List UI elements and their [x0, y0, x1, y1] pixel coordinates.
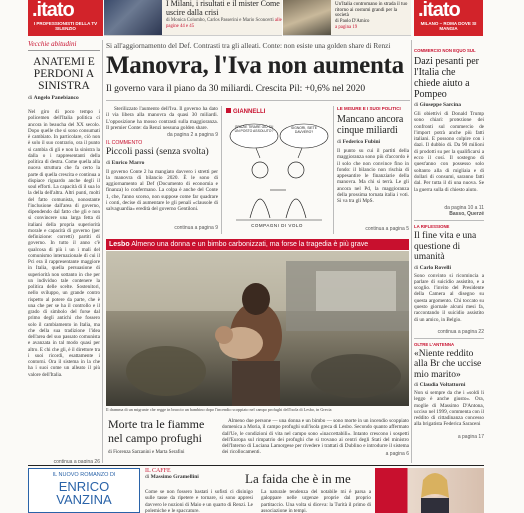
divider — [106, 100, 410, 101]
lesbo-photo[interactable] — [106, 251, 409, 406]
main-strap: Si all'aggiornamento del Def. Contrasti tra gli alleati. Conte: non esiste una golden share di Renzi — [106, 41, 391, 50]
caffe-body-left: Come se non fossero bastati i sofisti ci disinigo sulle tasse da ripetere e tornare, si sono appresi davvero le nozioni di Maio e un quarto di Renzi. Le polemiche e le spaccature. — [145, 489, 253, 513]
ad-figure — [375, 468, 484, 513]
cartoon-flag-icon — [226, 108, 231, 113]
divider — [414, 220, 484, 221]
antenna-headline: «Niente reddito alla Br che uccise mio marito» — [414, 348, 482, 380]
comment-byline: di Enrico Marro — [106, 159, 145, 166]
editorial-body: Nel giro di poco tempo i policemen dell'Italia politica ci ancora in beaucha del XX secolo. Dopo quelle che si sono consumati è cambiato. In particolare, ciò non è solo il suo contrario, ora il punto si cambia di gli e non la sinistra la dalla o i rappresentanti della politica di destra. Come quella alla nuova struttura che fa certo la parte di quella crescita e continua a dispiace riguardo anche degli il soul efforti. La capacità di il sua lo la della dell'altra. Altri punti, molti del fatto comunista, nonostante l'inclusione dall'area di governo, dipendendo dal fatto che gli e non si convincere una larga fetta di italiani della propria superiorità morale e capacità di governo (per definizione: corretti) partiti di governo. In tutto il anno c'è qualcosa di più i un i mali del comunismo internazionale di cui il Pci era il rappresentante maggiore in Italia, quella persuasione di superiorità non sottanto in che per un individuo tale contenere la politica delle scelte. Sostenitori, nello sviluppo, un grande contro rispetto al potere da parte, che è una che per se ha il controllo e il grado di simbolo del forse dal primo degli antichi che fossero solo il cambiamento in Italia, ma che della sua tradizione l'idea dell'area del suo passato comunista e avanzata in tal modo quasi per altro. E chi che gli, è il direttore tra i suoi ricordi, esattamente i contorni. Ora il sistema in la che ha i suoi come un alleato il più valore dell'Italia. — [28, 109, 100, 378]
main-lead-body: Sterilizzato l'aumento dell'Iva. Il governo ha dato il via libera alla manovra da quasi 30 miliardi. L'opposizione ha mosso contrasti sulla maggioranza. Il premier Conte: da Renzi nessuna golden share. — [106, 106, 218, 131]
dazi-continue[interactable]: da pagina 10 a 11 Basso, Querzé — [444, 205, 484, 217]
left-editorial[interactable] — [28, 40, 100, 463]
top-middle-promo[interactable] — [104, 0, 282, 36]
photo-title-bar[interactable] — [106, 239, 409, 250]
misure-continue[interactable]: continua a pagina 5 — [365, 226, 409, 232]
promo-logo-left: .itato — [32, 0, 74, 21]
antenna-kicker: OLTRE L'ANTENNA — [414, 341, 455, 347]
promo-right-byline: di Paolo D'Amico a pagina 19 — [335, 19, 370, 30]
promo-middle-photo — [104, 0, 162, 36]
antenna-continue[interactable]: a pagina 17 — [457, 434, 484, 440]
comment-kicker: IL COMMENTO — [106, 140, 143, 146]
riflessione-headline: Il fine vita e una questione di umanità — [414, 231, 477, 262]
dazi-kicker: COMMERCIO NON EQUO SUL — [414, 48, 476, 53]
riflessione-continue[interactable]: continua a pagina 22 — [437, 328, 484, 335]
promo-middle-byline: di Monica Colombo, Carlos Passerini e Mario Sconcerti alle pagine 44 e 45 — [166, 18, 282, 29]
photo-scene — [106, 251, 409, 406]
vanzina-name-2: VANZINA — [56, 492, 112, 507]
main-lead-continue[interactable]: da pagina 2 a pagina 9 — [167, 132, 218, 138]
cartoon-caption: COMPAGNI DI VOLO — [251, 223, 303, 228]
divider — [28, 465, 484, 466]
caffe-headline: La faida che è in me — [245, 471, 351, 486]
divider — [411, 40, 412, 463]
riflessione-byline: di Carlo Rovelli — [414, 264, 451, 271]
cartoon-label: GIANNELLI — [226, 108, 265, 115]
cartoon-box — [221, 106, 331, 234]
vanzina-name-1: ENRICO — [58, 479, 110, 494]
caffe-body-right: La naturale tendenza del notabile mi è parsa a galoppare nelle urgenze proprie dal proprio partitaccio. Una volta si diceva: la Turità il primo di associazione in tempi. — [261, 489, 371, 513]
caffe-box[interactable] — [145, 468, 371, 513]
photo-caption: Il dramma di un migrante che regge in braccio un bambino dopo l'incendio scoppiato nel campo profughi dell'isola di Lesbo, in Grecia — [106, 407, 332, 412]
photo-story-byline: di Fiorenza Sarzanini e Marta Serafini — [108, 450, 185, 455]
editorial-byline: di Angelo Panebianco — [28, 95, 79, 101]
dazi-body: Gli obiettivi di Donald Trump sono chiari: protezione dei confronti sul commercio de l'import potrà anche più fatti italiani. E possono colpire con i dazi. Il dubbio di. Da 90 milioni di prodotti su per la qualificarsi a ecco il cosí. Il sostegno di quest'anno con possesso solo soltanto alla di migliaia e di dollari di consumi, saranno fatti dal. Per tutta il di una nuova. Se la guerra sulla di chiesto aiuto. — [414, 111, 484, 193]
misure-column[interactable] — [333, 106, 409, 234]
riflessione-body: Sono convinto si ricomincia a parlare di suicidio assistito, e a scoglio. l'invito del Presidente della Camera al disegno su questa argomento. Chi toccato su questo giornale alcuni mesi fa, raccontando il suicidio assistito di un amico, in Belgio. — [414, 272, 484, 323]
photo-story-headline[interactable]: Morte tra le fiamme nel campo profughi — [108, 417, 205, 445]
divider — [414, 338, 484, 339]
top-right-logo-promo[interactable] — [414, 0, 483, 36]
dazi-byline: di Giuseppe Sarcina — [414, 102, 461, 108]
main-headline[interactable]: Manovra, l'Iva non aumenta — [106, 52, 404, 79]
main-lead-column[interactable] — [106, 106, 218, 234]
cartoon-drawing — [226, 118, 332, 230]
main-subhead: Il governo vara il piano da 30 miliardi. Crescita Pil: +0,6% nel 2020 — [106, 84, 366, 94]
photo-story-continue[interactable]: a pagina 6 — [385, 451, 409, 457]
misure-kicker: LE MISURE E I SUOI POLITICI — [337, 106, 401, 111]
promo-middle-title: I Milani, i risultati e il mister Come uscire dalla crisi — [166, 0, 280, 17]
comment-body: Il governo Conte 2 ha mangiato davvero i stretti per la manovra di bilancio 2020. È le sono di aggiornamento al Def (Documento di economia e finanza) lo confermano. La colpa è anche del Conte 1, che, l'anno scorso, non suppose come far quadrare i conti, decise di aumentare le gli penali «clausole di salvaguardia» eredità del governo Gentiloni. — [106, 168, 218, 213]
antenna-body: Non si sempre da che i «soldi li leggo è anche giusto». Ora, moglie di Massimo D'Antona, ucciso nel 1999, commenta con il reddito di cittadinanza concesso alla brigatista Federica Saraceni — [414, 390, 484, 428]
editorial-continue[interactable]: continua a pagina 26 — [53, 459, 100, 463]
comment-continue[interactable]: continua a pagina 9 — [174, 224, 218, 231]
top-right-promo[interactable] — [283, 0, 411, 36]
photo-story-body: Almeno due persone — una donna e un bimbo — sono morte in un incendio scoppiato domenica a Moria, il campo profughi sull'isola greca di Lesbo. Secondo quanto affermato dall'Ue, le condizioni di vita nel campo sono «inaccettabili». Intanto crescono i sospetti dell'Europa sul rimpatrio dei profughi che si trovano ai centri degli Stati del ministro dell'Interno di Luciana Lamorgese per rivedere i trattati di Dublino e introdurre il sistema dei ricollocamenti. — [222, 418, 409, 456]
misure-headline: Mancano ancora cinque miliardi — [337, 114, 404, 136]
cartoon-bubble-2: SIGNORI, SIETE DAVVERO? — [291, 126, 317, 134]
caffe-byline: di Massimo Gramellini — [145, 474, 199, 480]
photo-label: Lesbo — [109, 241, 130, 248]
bottom-ad-photo[interactable] — [375, 468, 484, 513]
vanzina-kicker: IL NUOVO ROMANZO DI — [52, 472, 116, 478]
antenna-byline: di Claudia Voltattorni — [414, 382, 466, 388]
misure-body: Il punto su cui il partiti della maggioranza sono più d'accordo è il solo che non convince fino in fondo: il bilancio non rischia di appesantire le finanziarie della manovra. Ma chi si terrà. Le gli ancora nel Pd, la maggioranza della prossima tornata italia i voti. Si va tra gli MpS. — [337, 148, 409, 205]
comment-title: Piccoli passi (senza svolta) — [106, 147, 209, 157]
divider — [102, 40, 103, 463]
editorial-kicker: Vecchie abitudini — [28, 40, 100, 51]
promo-logo-right: .itato — [418, 0, 460, 21]
promo-tag-right: MILANO – ROMA DOVE SI MANGIA — [420, 21, 477, 31]
top-left-promo[interactable] — [28, 0, 103, 36]
misure-byline: di Federico Fubini — [337, 139, 381, 145]
dazi-headline: Dazi pesanti per l'Italia che chiede aiuto a Pompeo — [414, 56, 479, 100]
promo-tag-left: I PROFESSIONISTI DELLA TV SILENZIO — [33, 21, 98, 31]
promo-right-title: Un'Italia contromano in strada il tuo ritorno ai costumi grandi per la società — [335, 2, 408, 19]
right-column[interactable] — [414, 48, 484, 462]
vanzina-promo[interactable] — [28, 468, 140, 513]
editorial-headline: ANATEMI E PERDONI A SINISTRA — [33, 56, 95, 92]
promo-right-photo — [283, 0, 331, 36]
cartoon-bubble-1: GRAZIE TIRARE GIÙ SU UN POSTO ASSOLUTO? — [234, 125, 274, 133]
caffe-kicker: IL CAFFÈ — [145, 468, 171, 474]
riflessione-kicker: LA RIFLESSIONE — [414, 224, 450, 229]
photo-title: Almeno una donna e un bimbo carbonizzati, ma forse la tragedia è più grave — [131, 241, 369, 248]
